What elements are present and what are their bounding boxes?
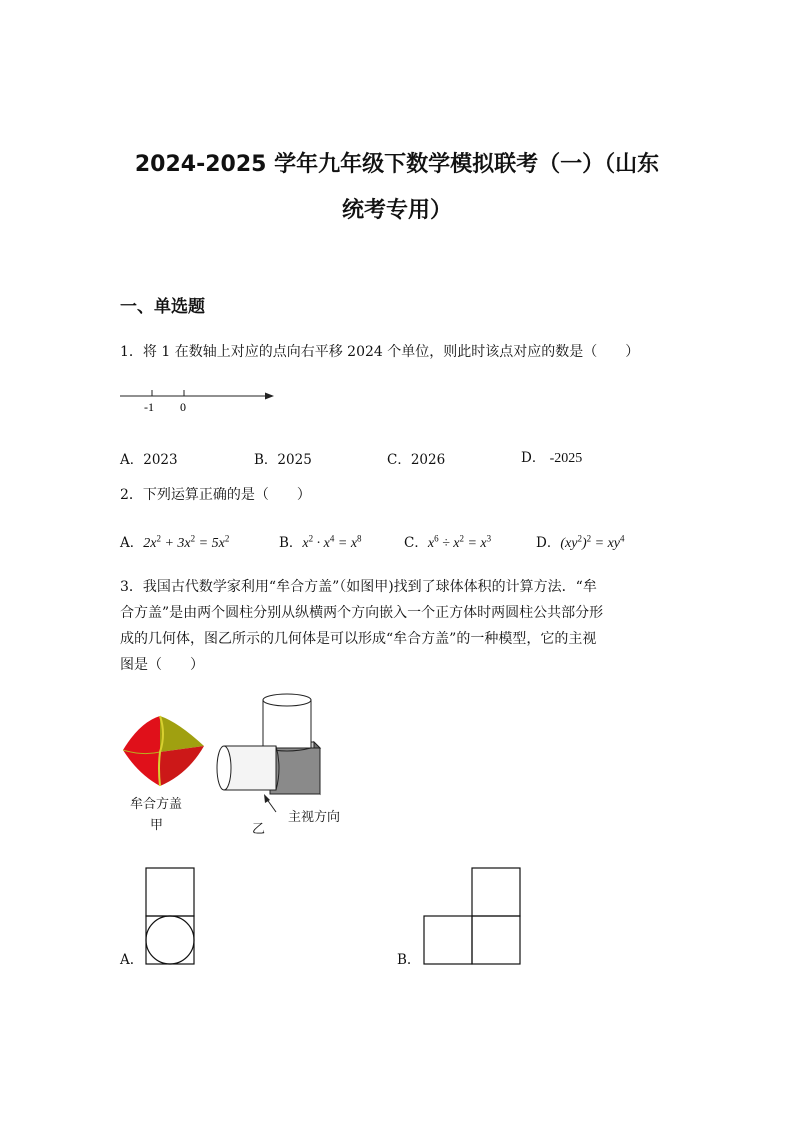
figure-jia-letter: 甲 xyxy=(150,818,164,833)
view-direction-label: 主视方向 xyxy=(288,810,341,825)
q3-line-4: 图是（ ） xyxy=(120,657,204,673)
number-line-arrow xyxy=(265,393,274,400)
q3-line-2: 合方盖”是由两个圆柱分别从纵横两个方向嵌入一个正方体时两圆柱公共部分形 xyxy=(120,605,604,621)
vertical-cylinder-body xyxy=(263,700,311,748)
q1-option-c[interactable] xyxy=(387,448,445,468)
page-title xyxy=(110,142,684,234)
q3-option-b-figure[interactable] xyxy=(422,866,524,968)
q3-option-b[interactable]: B. xyxy=(397,952,412,968)
option-formula: $x^6 \div x^2 = x^3$ xyxy=(427,533,492,551)
title-line-1: 2024-2025 学年九年级下数学模拟联考（一）（山东 xyxy=(134,152,660,177)
section-heading: 一、单选题 xyxy=(120,297,205,317)
option-letter: C． xyxy=(404,535,428,551)
option-formula: $2x^2 + 3x^2 = 5x^2$ xyxy=(143,533,230,551)
q3-option-a[interactable]: A. xyxy=(120,952,135,968)
option-formula: $(xy^2)^2 = xy^4$ xyxy=(560,533,625,551)
shape-red-face-right xyxy=(160,746,204,786)
figure-yi-letter: 乙 xyxy=(252,822,266,837)
figure-yi-model xyxy=(212,688,336,816)
q1-option-b[interactable] xyxy=(254,448,312,468)
vertical-cylinder-top xyxy=(263,694,311,706)
option-letter: B． xyxy=(279,535,303,551)
q3-option-a-figure[interactable] xyxy=(144,866,198,968)
square-bottom-right xyxy=(472,916,520,964)
option-letter: D． xyxy=(521,450,546,466)
option-letter: B． xyxy=(254,452,278,468)
option-letter: D． xyxy=(536,535,561,551)
figure-jia-mouhefanggai xyxy=(118,712,210,792)
option-value: -2025 xyxy=(549,451,583,466)
axis-label-zero: 0 xyxy=(180,400,186,414)
option-value: 2023 xyxy=(143,452,178,468)
q1-option-a[interactable] xyxy=(120,448,178,468)
axis-label-minus-one: -1 xyxy=(144,400,154,414)
square-bottom-left xyxy=(424,916,472,964)
title-line-2: 统考专用） xyxy=(341,198,452,223)
q2-option-c[interactable] xyxy=(404,531,491,552)
q2-option-a[interactable] xyxy=(120,531,229,552)
q3-line-3: 成的几何体，图乙所示的几何体是可以形成“牟合方盖”的一种模型，它的主视 xyxy=(120,631,597,647)
figure-jia-label: 牟合方盖 xyxy=(130,797,183,812)
option-letter: A． xyxy=(120,535,144,551)
option-value: 2026 xyxy=(410,452,446,468)
question-2-text: 2．下列运算正确的是（ ） xyxy=(120,487,311,503)
q2-option-d[interactable] xyxy=(536,531,625,552)
option-letter: A． xyxy=(120,452,144,468)
shape-olive-face-top xyxy=(160,716,204,752)
q2-option-b[interactable] xyxy=(279,531,362,552)
option-letter: C． xyxy=(387,452,411,468)
square-top xyxy=(146,868,194,916)
number-line-figure xyxy=(116,384,286,418)
option-value: 2025 xyxy=(277,452,312,468)
question-3-text xyxy=(120,574,603,678)
option-formula: $x^2 \cdot x^4 = x^8$ xyxy=(302,533,362,551)
shape-red-face-left xyxy=(123,716,160,786)
square-top-right xyxy=(472,868,520,916)
q3-line-1: 3．我国古代数学家利用“牟合方盖”（如图甲)找到了球体体积的计算方法．“牟 xyxy=(120,579,597,595)
horizontal-cylinder-end xyxy=(217,746,231,790)
q1-option-d[interactable] xyxy=(521,446,582,467)
horizontal-cylinder-body xyxy=(224,746,276,790)
question-1-text: 1．将 1 在数轴上对应的点向右平移 2024 个单位，则此时该点对应的数是（ ） xyxy=(120,344,640,360)
inscribed-circle xyxy=(146,916,194,964)
